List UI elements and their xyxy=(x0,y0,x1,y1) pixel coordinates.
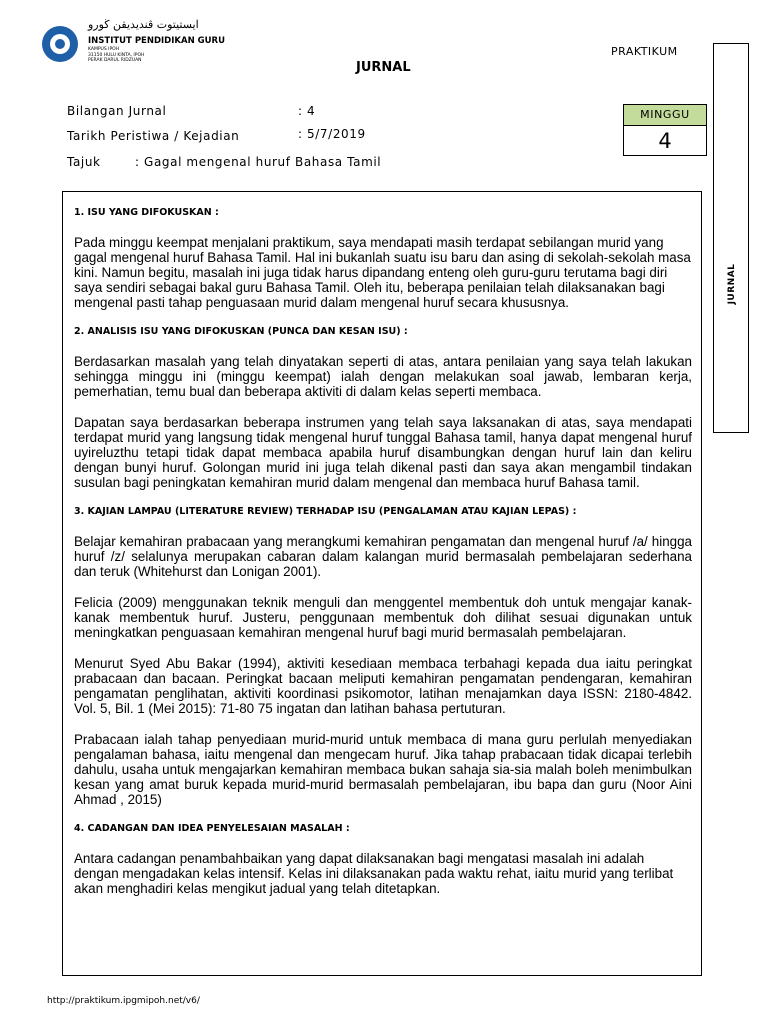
jurnal-side-label: JURNAL xyxy=(727,263,737,305)
logo-emblem-core xyxy=(55,39,65,49)
minggu-label: MINGGU xyxy=(623,104,707,126)
section-3-heading: 3. KAJIAN LAMPAU (LITERATURE REVIEW) TERHADAP ISU (PENGALAMAN ATAU KAJIAN LEPAS) : xyxy=(74,506,577,517)
page-title: JURNAL xyxy=(356,60,411,75)
tarikh-label: Tarikh Peristiwa / Kejadian xyxy=(67,129,240,143)
jurnal-side-tab xyxy=(713,43,749,433)
tarikh-value: : 5/7/2019 xyxy=(298,127,366,141)
journal-content-box xyxy=(62,191,702,976)
section-2-heading: 2. ANALISIS ISU YANG DIFOKUSKAN (PUNCA DAN KESAN ISU) : xyxy=(74,326,408,337)
tajuk-value: : Gagal mengenal huruf Bahasa Tamil xyxy=(135,155,382,169)
section-3-paragraph-3: Menurut Syed Abu Bakar (1994), aktiviti kesediaan membaca terbahagi kepada dua iaitu peringkat prabacaan dan bacaan. Peringkat bacaan meliputi kemahiran pengamatan pendengaran, kemahiran pengamatan penglihatan, aktiviti koordinasi psikomotor, latihan menajamkan daya ISSN: 2180-4842. Vol. 5, Bil. 1 (Mei 2015): 71-80 75 ingatan dan latihan bahasa pertuturan. xyxy=(74,656,692,716)
section-2-paragraph-1: Berdasarkan masalah yang telah dinyatakan seperti di atas, antara penilaian yang saya telah lakukan sehingga minggu ini (minggu keempat) ialah dengan melakukan soal jawab, lembaran kerja, pemerhatian, temu bual dan beberapa aktiviti di dalam kelas seperti membaca. xyxy=(74,354,692,399)
section-4-heading: 4. CADANGAN DAN IDEA PENYELESAIAN MASALAH : xyxy=(74,823,350,834)
bilangan-label: Bilangan Jurnal xyxy=(67,104,167,118)
institute-logo xyxy=(42,16,225,66)
praktikum-label: PRAKTIKUM xyxy=(611,45,678,58)
logo-institute-name: INSTITUT PENDIDIKAN GURU xyxy=(88,36,225,46)
footer-url[interactable]: http://praktikum.ipgmipoh.net/v6/ xyxy=(47,996,200,1006)
section-3-paragraph-2: Felicia (2009) menggunakan teknik menguli dan menggentel membentuk doh untuk mengajar kanak-kanak membentuk huruf. Justeru, penggunaan membentuk doh dilihat sesuai digunakan untuk meningkatkan penguasaan kemahiran mengenal huruf bagi murid bermasalah pembelajaran. xyxy=(74,595,692,640)
section-2-paragraph-2: Dapatan saya berdasarkan beberapa instrumen yang telah saya laksanakan di atas, saya mendapati terdapat murid yang langsung tidak mengenal huruf tunggal Bahasa tamil, hanya dapat mengenal huruf uyireluzthu tetapi tidak dapat membaca apabila huruf disambungkan dengan huruf lain dan keliru dengan bunyi huruf. Golongan murid ini juga telah dikenal pasti dan saya akan mengambil tindakan susulan bagi peningkatan kemahiran murid dalam mengenal dan membaca huruf Bahasa tamil. xyxy=(74,415,692,490)
section-1-heading: 1. ISU YANG DIFOKUSKAN : xyxy=(74,207,219,218)
bilangan-value: : 4 xyxy=(298,104,316,118)
section-3-paragraph-1: Belajar kemahiran prabacaan yang merangkumi kemahiran pengamatan dan mengenal huruf /a/ hingga huruf /z/ selalunya merupakan cabaran dalam kalangan murid bermasalah pembelajaran sederhana dan teruk (Whitehurst dan Lonigan 2001). xyxy=(74,534,692,579)
tajuk-label: Tajuk xyxy=(67,155,101,169)
minggu-value: 4 xyxy=(623,126,707,156)
logo-address: KAMPUS IPOH 31150 HULU KINTA, IPOH PERAK DARUL RIDZUAN xyxy=(88,47,145,63)
section-4-paragraph: Antara cadangan penambahbaikan yang dapat dilaksanakan bagi mengatasi masalah ini adalah dengan mengadakan kelas intensif. Kelas ini dilaksanakan pada waktu rehat, iaitu murid yang terlibat akan menghadiri kelas mengikut jadual yang telah ditetapkan. xyxy=(74,851,674,896)
logo-arabic-text: ايستيتوت ڤنديديقن ڬورو xyxy=(88,18,199,31)
section-1-paragraph: Pada minggu keempat menjalani praktikum, saya mendapati masih terdapat sebilangan murid yang gagal mengenal huruf Bahasa Tamil. Hal ini bukanlah suatu isu baru dan asing di sekolah-sekolah masa kini. Namun begitu, masalah ini juga tidak harus dipandang enteng oleh guru-guru terutama bagi diri saya sendiri sebagai bakal guru Bahasa Tamil. Oleh itu, beberapa penilaian telah dilaksanakan bagi mengenal pasti tahap penguasaan murid dalam mengenal huruf secara khususnya. xyxy=(74,235,691,310)
section-3-paragraph-4: Prabacaan ialah tahap penyediaan murid-murid untuk membaca di mana guru perlulah menyediakan pengalaman bahasa, iaitu mengenal dan mengecam huruf. Jika tahap prabacaan tidak dicapai terlebih dahulu, usaha untuk mengajarkan kemahiran membaca bukan sahaja sia-sia malah boleh menimbulkan kesan yang amat buruk kepada murid-murid bermasalah pembelajaran, ibu bapa dan guru (Noor Aini Ahmad , 2015) xyxy=(74,732,692,807)
